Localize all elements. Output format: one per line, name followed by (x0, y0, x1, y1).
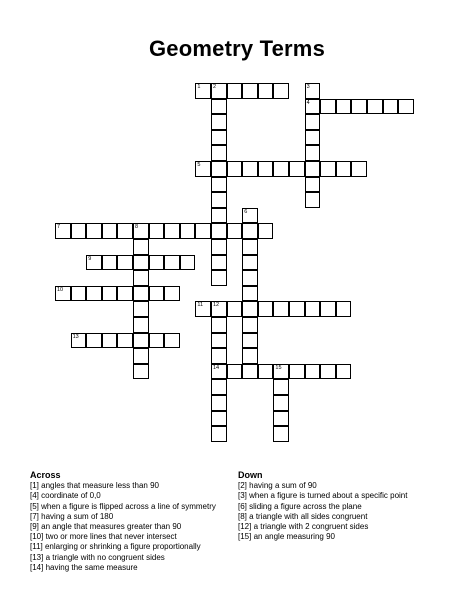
grid-cell[interactable] (289, 301, 305, 317)
across-clue-list (30, 481, 235, 573)
grid-cell[interactable] (242, 208, 258, 224)
grid-cell[interactable] (242, 364, 258, 380)
grid-cell[interactable] (242, 161, 258, 177)
grid-cell[interactable] (242, 286, 258, 302)
clue-number: [14] (30, 562, 44, 572)
grid-cell[interactable] (211, 161, 227, 177)
grid-cell[interactable] (258, 83, 274, 99)
down-clue (238, 522, 458, 532)
grid-cell[interactable] (211, 145, 227, 161)
clue-text: two or more lines that never intersect (45, 532, 177, 542)
clue-number: [7] (30, 511, 39, 521)
clue-number: [6] (238, 501, 247, 511)
across-clue (30, 502, 235, 512)
grid-cell[interactable] (211, 395, 227, 411)
grid-cell[interactable] (71, 223, 87, 239)
grid-cell[interactable] (289, 364, 305, 380)
across-clue (30, 481, 235, 491)
grid-cell[interactable] (117, 255, 133, 271)
clue-text: having a sum of 180 (41, 511, 114, 521)
grid-cell[interactable] (195, 83, 211, 99)
cell-number: 13 (72, 333, 79, 340)
grid-cell[interactable] (86, 286, 102, 302)
clue-text: sliding a figure across the plane (249, 501, 362, 511)
grid-cell[interactable] (273, 364, 289, 380)
grid-cell[interactable] (242, 239, 258, 255)
grid-cell[interactable] (320, 301, 336, 317)
clue-number: [9] (30, 522, 39, 532)
grid-cell[interactable] (71, 333, 87, 349)
across-clues (30, 470, 235, 573)
grid-cell[interactable] (102, 333, 118, 349)
clue-number: [1] (30, 481, 39, 491)
grid-cell[interactable] (242, 223, 258, 239)
grid-cell[interactable] (242, 270, 258, 286)
grid-cell[interactable] (258, 301, 274, 317)
cell-number: 10 (57, 286, 64, 293)
grid-cell[interactable] (211, 411, 227, 427)
grid-cell[interactable] (133, 317, 149, 333)
grid-cell[interactable] (133, 239, 149, 255)
grid-cell[interactable] (336, 301, 352, 317)
grid-cell[interactable] (133, 270, 149, 286)
grid-cell[interactable] (149, 223, 165, 239)
grid-cell[interactable] (351, 161, 367, 177)
grid-cell[interactable] (211, 364, 227, 380)
grid-cell[interactable] (211, 192, 227, 208)
grid-cell[interactable] (211, 99, 227, 115)
grid-cell[interactable] (305, 177, 321, 193)
grid-cell[interactable] (336, 99, 352, 115)
grid-cell[interactable] (86, 223, 102, 239)
grid-cell[interactable] (242, 333, 258, 349)
grid-cell[interactable] (211, 426, 227, 442)
grid-cell[interactable] (133, 223, 149, 239)
grid-cell[interactable] (211, 348, 227, 364)
clue-text: having a sum of 90 (249, 481, 317, 491)
clue-number: [15] (238, 532, 252, 542)
clue-number: [8] (238, 511, 247, 521)
grid-cell[interactable] (367, 99, 383, 115)
across-heading: Across (30, 470, 61, 480)
grid-cell[interactable] (211, 130, 227, 146)
grid-cell[interactable] (273, 379, 289, 395)
grid-cell[interactable] (227, 83, 243, 99)
grid-cell[interactable] (86, 333, 102, 349)
grid-cell[interactable] (305, 192, 321, 208)
grid-cell[interactable] (289, 161, 305, 177)
grid-cell[interactable] (195, 301, 211, 317)
grid-cell[interactable] (102, 255, 118, 271)
grid-cell[interactable] (305, 161, 321, 177)
cell-number: 7 (57, 224, 61, 231)
grid-cell[interactable] (117, 286, 133, 302)
grid-cell[interactable] (211, 223, 227, 239)
grid-cell[interactable] (211, 317, 227, 333)
grid-cell[interactable] (305, 83, 321, 99)
cell-number: 2 (213, 84, 217, 90)
grid-cell[interactable] (133, 364, 149, 380)
clue-text: having the same measure (45, 562, 138, 572)
cell-number: 9 (88, 255, 92, 262)
clue-text: an angle that measures greater than 90 (41, 522, 182, 532)
grid-cell[interactable] (227, 364, 243, 380)
grid-cell[interactable] (242, 83, 258, 99)
down-clue (238, 532, 458, 542)
grid-cell[interactable] (149, 333, 165, 349)
grid-cell[interactable] (242, 317, 258, 333)
grid-cell[interactable] (227, 301, 243, 317)
grid-cell[interactable] (164, 286, 180, 302)
cell-number: 5 (197, 162, 201, 168)
grid-cell[interactable] (133, 286, 149, 302)
grid-cell[interactable] (383, 99, 399, 115)
clue-number: [2] (238, 481, 247, 491)
grid-cell[interactable] (211, 270, 227, 286)
grid-cell[interactable] (258, 161, 274, 177)
clue-text: coordinate of 0,0 (41, 491, 101, 501)
grid-cell[interactable] (211, 333, 227, 349)
across-clue (30, 563, 235, 573)
grid-cell[interactable] (305, 364, 321, 380)
grid-cell[interactable] (117, 333, 133, 349)
down-clue-list (238, 481, 458, 542)
clue-text: when a figure is turned about a specific point (249, 491, 408, 501)
grid-cell[interactable] (164, 223, 180, 239)
clue-number: [10] (30, 532, 44, 542)
clue-number: [4] (30, 491, 39, 501)
grid-cell[interactable] (273, 161, 289, 177)
grid-cell[interactable] (195, 161, 211, 177)
down-clue (238, 502, 458, 512)
grid-cell[interactable] (133, 301, 149, 317)
clue-number: [12] (238, 522, 252, 532)
grid-cell[interactable] (305, 130, 321, 146)
grid-cell[interactable] (273, 83, 289, 99)
clue-number: [5] (30, 501, 39, 511)
cell-number: 3 (306, 84, 310, 90)
grid-cell[interactable] (211, 208, 227, 224)
grid-cell[interactable] (273, 426, 289, 442)
across-clue (30, 553, 235, 563)
cell-number: 6 (244, 208, 248, 215)
grid-cell[interactable] (305, 301, 321, 317)
grid-cell[interactable] (211, 301, 227, 317)
down-clues (238, 470, 458, 542)
grid-cell[interactable] (180, 255, 196, 271)
grid-cell[interactable] (55, 223, 71, 239)
grid-cell[interactable] (320, 364, 336, 380)
grid-cell[interactable] (149, 255, 165, 271)
cell-number: 12 (213, 302, 220, 309)
grid-cell[interactable] (211, 177, 227, 193)
grid-cell[interactable] (133, 348, 149, 364)
down-clue (238, 481, 458, 491)
across-clue (30, 532, 235, 542)
grid-cell[interactable] (117, 223, 133, 239)
cell-number: 14 (213, 364, 220, 371)
clue-number: [3] (238, 491, 247, 501)
cell-number: 4 (306, 99, 310, 106)
grid-cell[interactable] (102, 223, 118, 239)
grid-cell[interactable] (320, 161, 336, 177)
down-clue (238, 512, 458, 522)
across-clue (30, 522, 235, 532)
grid-cell[interactable] (273, 411, 289, 427)
cell-number: 8 (135, 224, 139, 231)
grid-cell[interactable] (242, 255, 258, 271)
grid-cell[interactable] (211, 114, 227, 130)
grid-cell[interactable] (211, 83, 227, 99)
grid-cell[interactable] (133, 255, 149, 271)
cell-number: 11 (197, 302, 204, 309)
grid-cell[interactable] (258, 223, 274, 239)
grid-cell[interactable] (320, 99, 336, 115)
clue-number: [11] (30, 542, 43, 552)
grid-cell[interactable] (164, 333, 180, 349)
grid-cell[interactable] (305, 99, 321, 115)
grid-cell[interactable] (211, 239, 227, 255)
grid-cell[interactable] (164, 255, 180, 271)
clue-text: when a figure is flipped across a line of symmetry (41, 501, 216, 511)
grid-cell[interactable] (242, 348, 258, 364)
grid-cell[interactable] (102, 286, 118, 302)
grid-cell[interactable] (305, 145, 321, 161)
grid-cell[interactable] (336, 364, 352, 380)
grid-cell[interactable] (273, 301, 289, 317)
grid-cell[interactable] (149, 286, 165, 302)
clue-text: a triangle with all sides congruent (249, 511, 368, 521)
clue-text: enlarging or shrinking a figure proportionally (44, 542, 201, 552)
grid-cell[interactable] (305, 114, 321, 130)
down-heading: Down (238, 470, 263, 480)
grid-cell[interactable] (351, 99, 367, 115)
grid-cell[interactable] (71, 286, 87, 302)
across-clue (30, 491, 235, 501)
grid-cell[interactable] (180, 223, 196, 239)
clue-text: a triangle with 2 congruent sides (253, 522, 369, 532)
grid-cell[interactable] (227, 161, 243, 177)
clue-number: [13] (30, 552, 44, 562)
cell-number: 1 (197, 84, 201, 90)
grid-cell[interactable] (133, 333, 149, 349)
down-clue (238, 491, 458, 501)
grid-cell[interactable] (55, 286, 71, 302)
grid-cell[interactable] (211, 255, 227, 271)
grid-cell[interactable] (398, 99, 414, 115)
grid-cell[interactable] (273, 395, 289, 411)
across-clue (30, 542, 235, 552)
grid-cell[interactable] (86, 255, 102, 271)
across-clue (30, 512, 235, 522)
grid-cell[interactable] (211, 379, 227, 395)
grid-cell[interactable] (258, 364, 274, 380)
grid-cell[interactable] (336, 161, 352, 177)
cell-number: 15 (275, 364, 282, 371)
grid-cell[interactable] (242, 301, 258, 317)
grid-cell[interactable] (227, 223, 243, 239)
puzzle-title: Geometry Terms (148, 36, 326, 61)
clue-text: an angle measuring 90 (253, 532, 335, 542)
clue-text: angles that measure less than 90 (41, 481, 159, 491)
clue-text: a triangle with no congruent sides (45, 552, 165, 562)
grid-cell[interactable] (195, 223, 211, 239)
